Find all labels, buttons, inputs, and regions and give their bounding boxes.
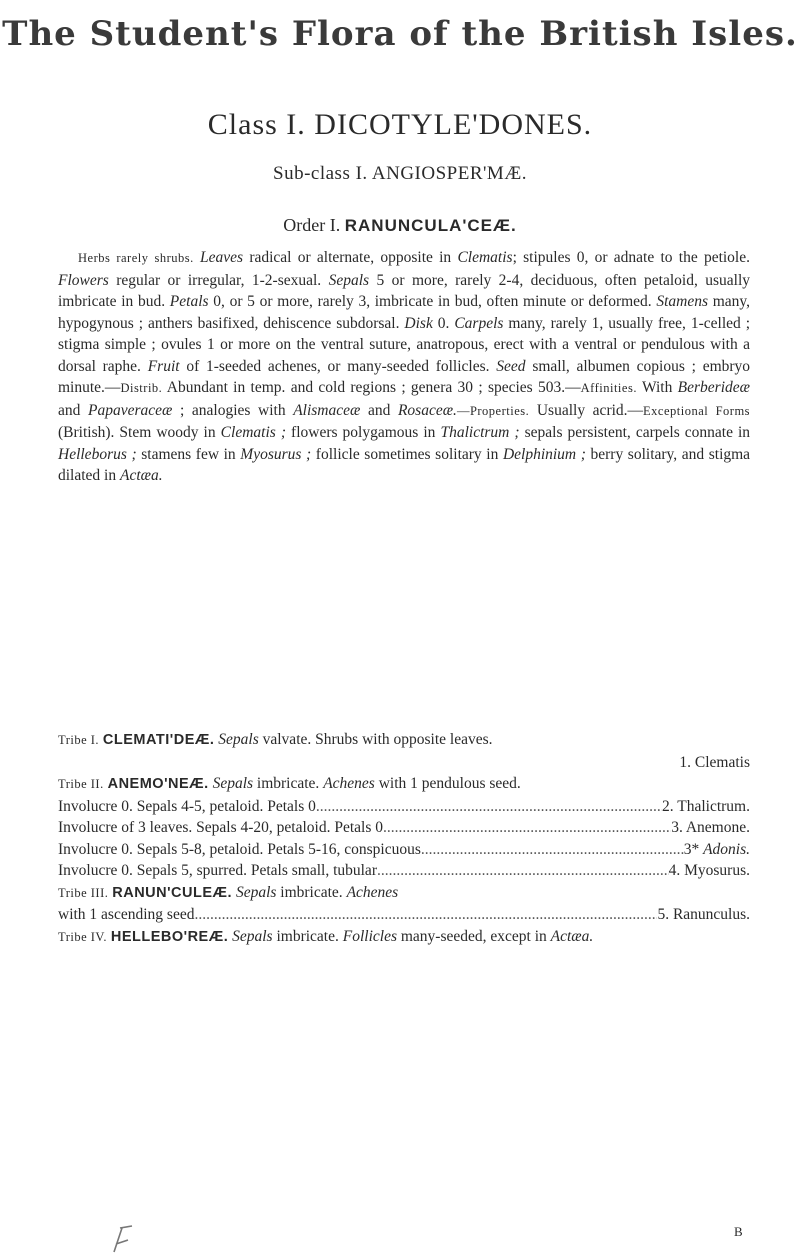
tribe-label: Tribe II.	[58, 777, 104, 791]
petals-label: Petals	[169, 293, 209, 310]
key-line	[58, 860, 750, 882]
tribe-label: Tribe III.	[58, 885, 109, 900]
key-line	[58, 796, 750, 818]
key-line	[58, 817, 750, 839]
tribe-extra-text: many-seeded, except in	[400, 927, 547, 945]
fruit-text: of 1-seeded achenes, or many-seeded follicles.	[186, 357, 490, 375]
tribe-4	[58, 926, 750, 949]
genus-ref: Actæa.	[120, 467, 163, 484]
genus-number: 3*	[683, 840, 700, 858]
tribe-key	[58, 729, 750, 948]
exceptional-text: (British). Stem woody in	[58, 424, 216, 441]
subclass-heading: Sub-class I. ANGIOSPER'MÆ.	[273, 163, 527, 184]
key-description: Involucre 0. Sepals 4-5, petaloid. Petals 0	[58, 797, 316, 815]
leader-dots	[421, 839, 684, 861]
key-description: Involucre of 3 leaves. Sepals 4-20, petaloid. Petals 0	[58, 819, 383, 836]
conjunction: and	[58, 401, 81, 419]
leaves-text: radical or alternate, opposite in	[249, 249, 452, 266]
tribe-name: CLEMATI'DEÆ.	[102, 732, 215, 748]
exceptional-text: sepals persistent, carpels connate in	[524, 424, 751, 441]
genus-ref: Myosurus ;	[240, 445, 312, 463]
signature-mark: B	[734, 1224, 743, 1239]
exceptional-text: flowers polygamous in	[291, 424, 436, 441]
leader-dots	[194, 904, 657, 926]
key-line	[58, 904, 750, 926]
genus-ref: Actæa.	[550, 927, 594, 945]
tribe-3	[58, 882, 750, 905]
genus-name: 1. Clematis	[679, 753, 750, 771]
pencil-mark	[108, 1224, 138, 1254]
order-label: Order I.	[283, 215, 341, 235]
genus-name: Adonis.	[703, 840, 750, 858]
leader-dots	[377, 860, 669, 882]
genus-ref: Thalictrum ;	[440, 424, 520, 441]
order-heading	[0, 215, 800, 236]
tribe-extra-text: with 1 pendulous seed.	[378, 775, 521, 792]
tribe-label: Tribe IV.	[58, 929, 107, 944]
genus-entry	[684, 839, 750, 861]
order-name: RANUNCULA'CEÆ.	[344, 216, 517, 235]
leader-dots	[383, 817, 671, 839]
distrib-label: Distrib.	[120, 381, 163, 395]
tribe-char-text: valvate. Shrubs with opposite leaves.	[262, 731, 493, 748]
sepals-text: 5 or more, rarely 2-4, deciduous, often petaloid, usually imbricate in bud.	[58, 271, 751, 310]
tribe-extra-label: Achenes	[323, 775, 375, 792]
tribe-name: HELLEBO'REÆ.	[110, 928, 229, 945]
conjunction: and	[367, 401, 391, 419]
tribe-char-text: imbricate.	[276, 927, 339, 945]
tribe-char-label: Sepals	[235, 883, 277, 901]
seed-text: small, albumen copious ; embryo minute.—	[58, 357, 751, 396]
tribe-char-text: imbricate.	[256, 775, 320, 792]
order-description	[58, 247, 750, 487]
disk-text: 0.	[437, 314, 450, 332]
tribe-char-text: imbricate.	[280, 883, 343, 901]
tribe-extra-text: with 1 ascending seed	[58, 906, 195, 923]
analogies-text: ; analogies with	[179, 401, 286, 419]
genus-name: 3. Anemone.	[671, 819, 750, 836]
stamens-label: Stamens	[656, 293, 709, 310]
affinities-text: With	[641, 379, 673, 396]
carpels-label: Carpels	[454, 314, 504, 332]
carpels-text: many, rarely 1, usually free, 1-celled ; stigma simple ; ovules 1 or more on the ventral suture, anatropous, erect with a ventral or pendulous with a dorsal raphe.	[58, 314, 751, 375]
family-ref: Rosaceæ.	[397, 401, 457, 419]
sepals-label: Sepals	[328, 271, 370, 289]
tribe-2	[58, 773, 750, 796]
exceptional-label: Exceptional Forms	[643, 403, 751, 418]
genus-ref: Helleborus ;	[58, 445, 137, 463]
herbs-text: Herbs rarely shrubs.	[78, 251, 194, 265]
genus-name: 2. Thalictrum.	[662, 797, 750, 815]
tribe-extra-label: Follicles	[342, 927, 397, 945]
genus-ref: Clematis ;	[220, 424, 286, 441]
flowers-text: regular or irregular, 1-2-sexual.	[116, 271, 322, 289]
properties-label: —Properties.	[456, 403, 530, 418]
key-line	[58, 839, 750, 861]
tribe-label: Tribe I.	[58, 733, 100, 747]
description-paragraph	[58, 247, 750, 487]
tribe-extra-label: Achenes	[346, 883, 399, 901]
fruit-label: Fruit	[147, 357, 180, 375]
distrib-text: Abundant in temp. and cold regions ; genera 30 ; species 503.—	[166, 379, 581, 396]
tribe-char-label: Sepals	[212, 775, 254, 792]
family-ref: Alismaceæ	[293, 401, 361, 419]
properties-text: Usually acrid.—	[536, 401, 644, 419]
family-ref: Berberideæ	[677, 379, 750, 396]
tribe-char-label: Sepals	[218, 731, 259, 748]
key-description: Involucre 0. Sepals 5, spurred. Petals small, tubular	[58, 862, 377, 879]
family-ref: Papaveraceæ	[88, 401, 173, 419]
genus-ref: Delphinium ;	[502, 445, 586, 463]
exceptional-text: stamens few in	[141, 445, 236, 463]
exceptional-text: follicle sometimes solitary in	[315, 445, 499, 463]
petals-text: 0, or 5 or more, rarely 3, imbricate in bud, often minute or deformed.	[213, 293, 652, 310]
exceptional-text: berry solitary, and stigma dilated in	[58, 445, 751, 484]
affinities-label: Affinities.	[580, 381, 637, 395]
seed-label: Seed	[496, 357, 526, 375]
tribe-1	[58, 729, 750, 752]
genus-name: 5. Ranunculus.	[657, 906, 750, 923]
leader-dots	[316, 796, 662, 818]
disk-label: Disk	[404, 314, 433, 332]
tribe-char-label: Sepals	[232, 927, 273, 945]
stipules-text: ; stipules 0, or adnate to the petiole.	[512, 249, 750, 266]
key-description: Involucre 0. Sepals 5-8, petaloid. Petals 5-16, conspicuous	[58, 840, 421, 858]
tribe-name: RANUN'CULEÆ.	[112, 884, 233, 901]
flowers-label: Flowers	[58, 271, 109, 289]
genus-name: 4. Myosurus.	[668, 862, 750, 879]
class-heading: Class I. DICOTYLE'DONES.	[207, 108, 593, 141]
stamens-text: many, hypogynous ; anthers basifixed, dehiscence subdorsal.	[58, 293, 751, 332]
genus-entry	[58, 752, 750, 774]
genus-ref: Clematis	[457, 249, 513, 266]
leaves-label: Leaves	[200, 249, 244, 266]
running-title: The Student's Flora of the British Isles.	[2, 14, 798, 54]
tribe-name: ANEMO'NEÆ.	[107, 776, 209, 792]
